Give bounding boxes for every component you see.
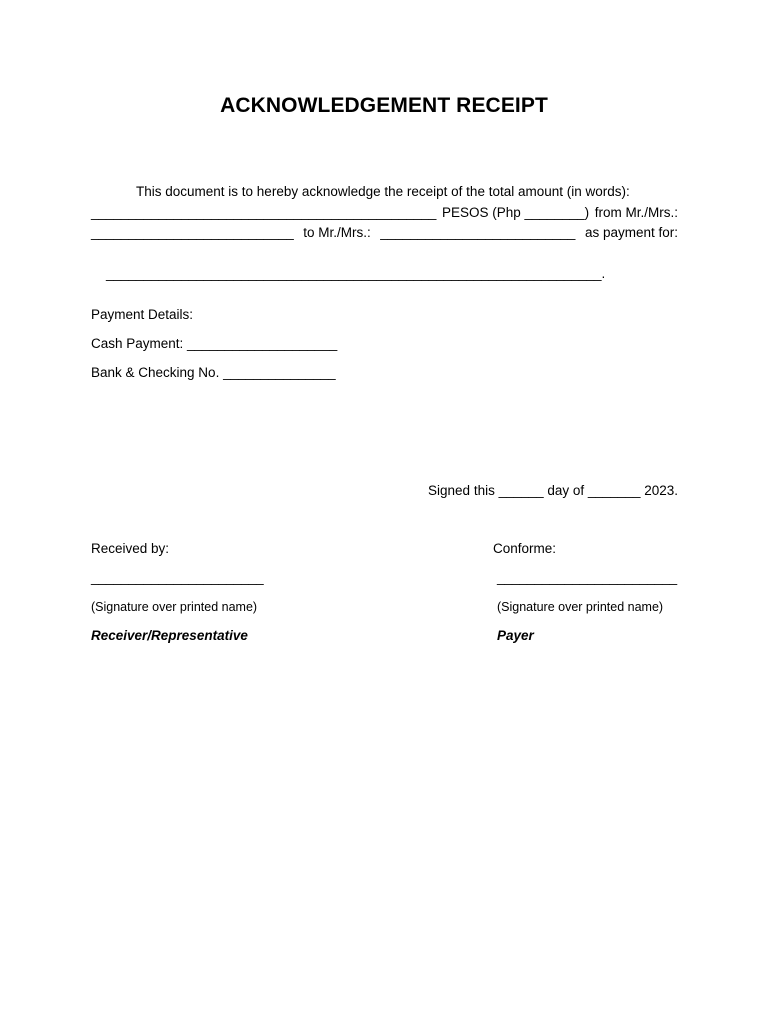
from-name-blank: ___________________________ xyxy=(91,225,294,240)
amount-words-blank: ______________________________________________ xyxy=(91,205,437,220)
receiver-signature-line: _______________________ xyxy=(91,570,264,585)
body-line-1 xyxy=(91,182,678,202)
payer-signature-caption: (Signature over printed name) xyxy=(497,600,664,614)
payer-signature-line: ________________________ xyxy=(497,570,678,585)
to-name-blank: __________________________ xyxy=(380,225,576,240)
pesos-php-text: PESOS (Php ________) xyxy=(442,205,590,220)
receiver-signature-caption: (Signature over printed name) xyxy=(91,600,258,614)
receiver-role: Receiver/Representative xyxy=(91,628,248,643)
body-line-4 xyxy=(91,244,678,304)
payment-for-blank: __________________________________________________________________. xyxy=(106,266,606,281)
from-label: from Mr./Mrs.: xyxy=(594,205,678,220)
body-line-3 xyxy=(91,223,678,243)
to-label: to Mr./Mrs.: xyxy=(303,225,371,240)
cash-payment-line: Cash Payment: ____________________ xyxy=(91,336,338,351)
signed-date-line: Signed this ______ day of _______ 2023. xyxy=(428,483,678,498)
body-line-1-text: This document is to hereby acknowledge the receipt of the total amount (in words): xyxy=(136,184,630,199)
payment-details-heading: Payment Details: xyxy=(91,307,194,322)
body-line-2 xyxy=(91,203,678,223)
payer-role: Payer xyxy=(497,628,534,643)
document-title: ACKNOWLEDGEMENT RECEIPT xyxy=(220,94,548,117)
as-payment-label: as payment for: xyxy=(584,225,678,240)
conforme-label: Conforme: xyxy=(493,541,557,556)
bank-checking-line: Bank & Checking No. _______________ xyxy=(91,365,336,380)
received-by-label: Received by: xyxy=(91,541,170,556)
